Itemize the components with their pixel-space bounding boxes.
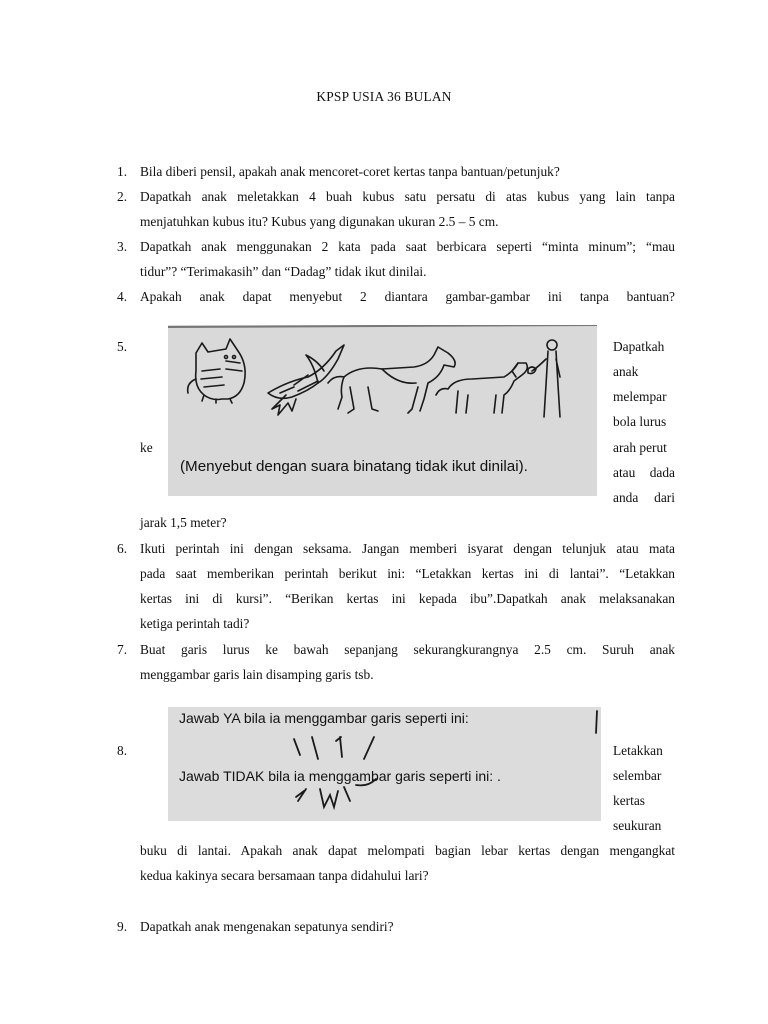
question-number: 4. (117, 289, 128, 304)
question-side-text: Letakkan (613, 743, 663, 758)
question-number: 9. (117, 919, 128, 934)
animals-figure (168, 325, 597, 496)
question-text: Buat garis lurus ke bawah sepanjang sekurangkurangnya 2.5 cm. Suruh anak (140, 642, 675, 657)
question-text: menjatuhkan kubus itu? Kubus yang digunakan ukuran 2.5 – 5 cm. (140, 214, 499, 229)
question-text: Dapatkah anak meletakkan 4 buah kubus satu persatu di atas kubus yang lain tanpa (140, 189, 675, 204)
question-number: 2. (117, 189, 128, 204)
question-side-text: seukuran (613, 818, 662, 833)
question-side-text: atau dada (613, 465, 675, 480)
question-text: Dapatkah anak menggunakan 2 kata pada saat berbicara seperti “minta minum”; “mau (140, 239, 675, 254)
question-text: Dapatkah anak mengenakan sepatunya sendiri? (140, 919, 394, 934)
figure-caption: (Menyebut dengan suara binatang tidak ikut dinilai). (180, 458, 528, 475)
question-text: kertas ini di kursi”. “Berikan kertas ini kepada ibu”.Dapatkah anak melaksanakan (140, 591, 675, 606)
question-side-text: melempar (613, 389, 667, 404)
question-number: 5. (117, 339, 128, 354)
question-text: Apakah anak dapat menyebut 2 diantara gambar-gambar ini tanpa bantuan? (140, 289, 675, 304)
question-side-text: anak (613, 364, 639, 379)
question-text: Ikuti perintah ini dengan seksama. Jangan memberi isyarat dengan telunjuk atau mata (140, 541, 675, 556)
question-text: jarak 1,5 meter? (140, 515, 227, 530)
question-text: pada saat memberikan perintah berikut ini: “Letakkan kertas ini di lantai”. “Letakkan (140, 566, 675, 581)
question-side-text: ke (140, 440, 153, 455)
question-text: menggambar garis lain disamping garis tsb. (140, 667, 374, 682)
no-instruction: Jawab TIDAK bila ia menggambar garis seperti ini: . (179, 768, 501, 784)
question-number: 1. (117, 164, 128, 179)
question-side-text: bola lurus (613, 414, 667, 429)
lines-figure (168, 707, 601, 821)
page-title: KPSP USIA 36 BULAN (316, 89, 452, 104)
question-text: Bila diberi pensil, apakah anak mencoret-coret kertas tanpa bantuan/petunjuk? (140, 164, 560, 179)
question-side-text: anda dari (613, 490, 675, 505)
question-number: 3. (117, 239, 128, 254)
question-side-text: selembar (613, 768, 662, 783)
question-text: buku di lantai. Apakah anak dapat melompati bagian lebar kertas dengan mengangkat (140, 843, 675, 858)
question-number: 8. (117, 743, 128, 758)
question-side-text: Dapatkah (613, 339, 665, 354)
question-text: ketiga perintah tadi? (140, 616, 250, 631)
yes-instruction: Jawab YA bila ia menggambar garis seperti ini: (179, 710, 469, 726)
question-text: kedua kakinya secara bersamaan tanpa didahului lari? (140, 868, 429, 883)
question-text: tidur”? “Terimakasih” dan “Dadag” tidak ikut dinilai. (140, 264, 427, 279)
question-number: 6. (117, 541, 128, 556)
question-side-text: arah perut (613, 440, 667, 455)
question-side-text: kertas (613, 793, 645, 808)
question-number: 7. (117, 642, 128, 657)
